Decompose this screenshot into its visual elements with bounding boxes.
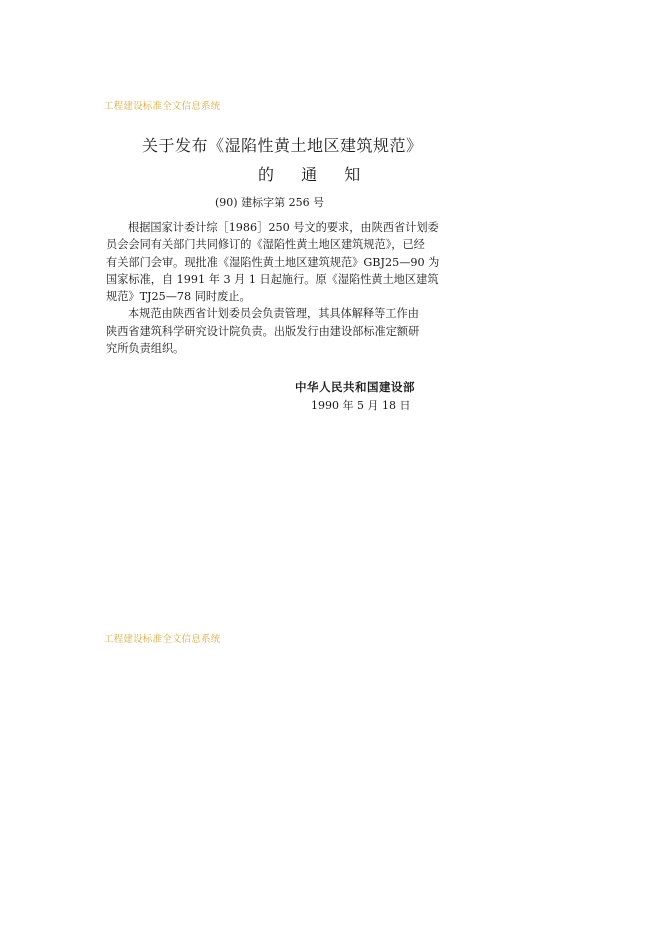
body-line: 本规范由陕西省计划委员会负责管理，其具体解释等工作由 [128, 307, 419, 321]
body-line: 员会会同有关部门共同修订的《湿陷性黄土地区建筑规范》，已经 [106, 238, 425, 252]
notice-body [106, 219, 440, 357]
issuing-authority: 中华人民共和国建设部 [295, 380, 415, 394]
notice-title: 关于发布《湿陷性黄土地区建筑规范》 [142, 136, 423, 155]
subtitle-char: 通 [301, 165, 318, 184]
body-line: 根据国家计委计综［1986］250 号文的要求，由陕西省计划委 [128, 221, 439, 234]
subtitle-char: 的 [258, 165, 275, 184]
notice-subtitle [258, 162, 360, 185]
body-line: 陕西省建筑科学研究设计院负责。出版发行由建设部标准定额研 [106, 324, 420, 338]
watermark-top: 工程建设标准全文信息系统 [104, 101, 221, 112]
body-line: 究所负责组织。 [106, 342, 185, 356]
watermark-bottom: 工程建设标准全文信息系统 [104, 634, 221, 645]
body-line: 国家标准，自 1991 年 3 月 1 日起施行。原《湿陷性黄土地区建筑 [106, 272, 439, 286]
body-line: 有关部门会审。现批准《湿陷性黄土地区建筑规范》GBJ25—90 为 [106, 255, 440, 269]
issue-date: 1990 年 5 月 18 日 [311, 399, 411, 412]
subtitle-char: 知 [344, 165, 361, 184]
body-line: 规范》TJ25—78 同时废止。 [106, 290, 251, 304]
document-number: (90) 建标字第 256 号 [215, 196, 325, 209]
